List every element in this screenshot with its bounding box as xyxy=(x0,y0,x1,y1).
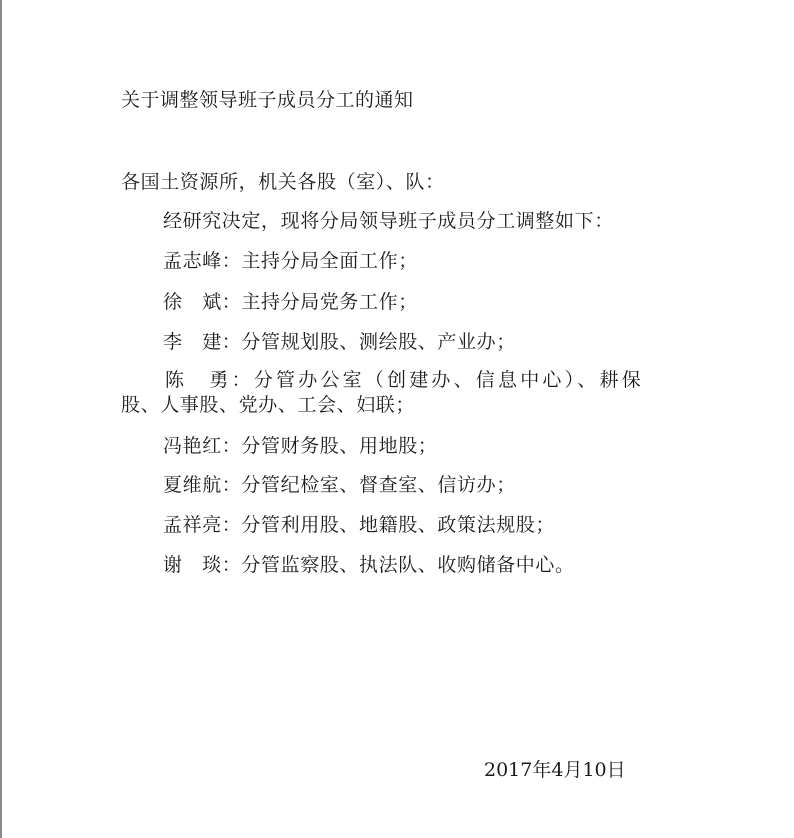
duty-line-7: 孟祥亮：分管利用股、地籍股、政策法规股； xyxy=(163,514,556,536)
duty-line-5: 冯艳红：分管财务股、用地股； xyxy=(163,435,438,457)
duty-line-1: 孟志峰：主持分局全面工作； xyxy=(163,250,418,272)
duty-line-4-continued: 股、人事股、党办、工会、妇联； xyxy=(121,394,416,416)
page-left-border xyxy=(0,0,2,838)
duty-line-4-wrapped xyxy=(121,368,681,418)
notice-title: 关于调整领导班子成员分工的通知 xyxy=(121,89,414,111)
salutation: 各国土资源所，机关各股（室）、队： xyxy=(121,171,445,193)
intro-paragraph: 经研究决定，现将分局领导班子成员分工调整如下： xyxy=(163,210,614,232)
duty-line-3: 李 建：分管规划股、测绘股、产业办； xyxy=(163,331,516,353)
duty-line-4: 陈 勇：分管办公室（创建办、信息中心）、耕保 xyxy=(165,369,644,391)
duty-line-8: 谢 琰：分管监察股、执法队、收购储备中心。 xyxy=(163,554,575,576)
duty-line-6: 夏维航：分管纪检室、督查室、信访办； xyxy=(163,474,516,496)
duty-line-2: 徐 斌：主持分局党务工作； xyxy=(163,291,418,313)
notice-date: 2017年4月10日 xyxy=(484,759,626,781)
